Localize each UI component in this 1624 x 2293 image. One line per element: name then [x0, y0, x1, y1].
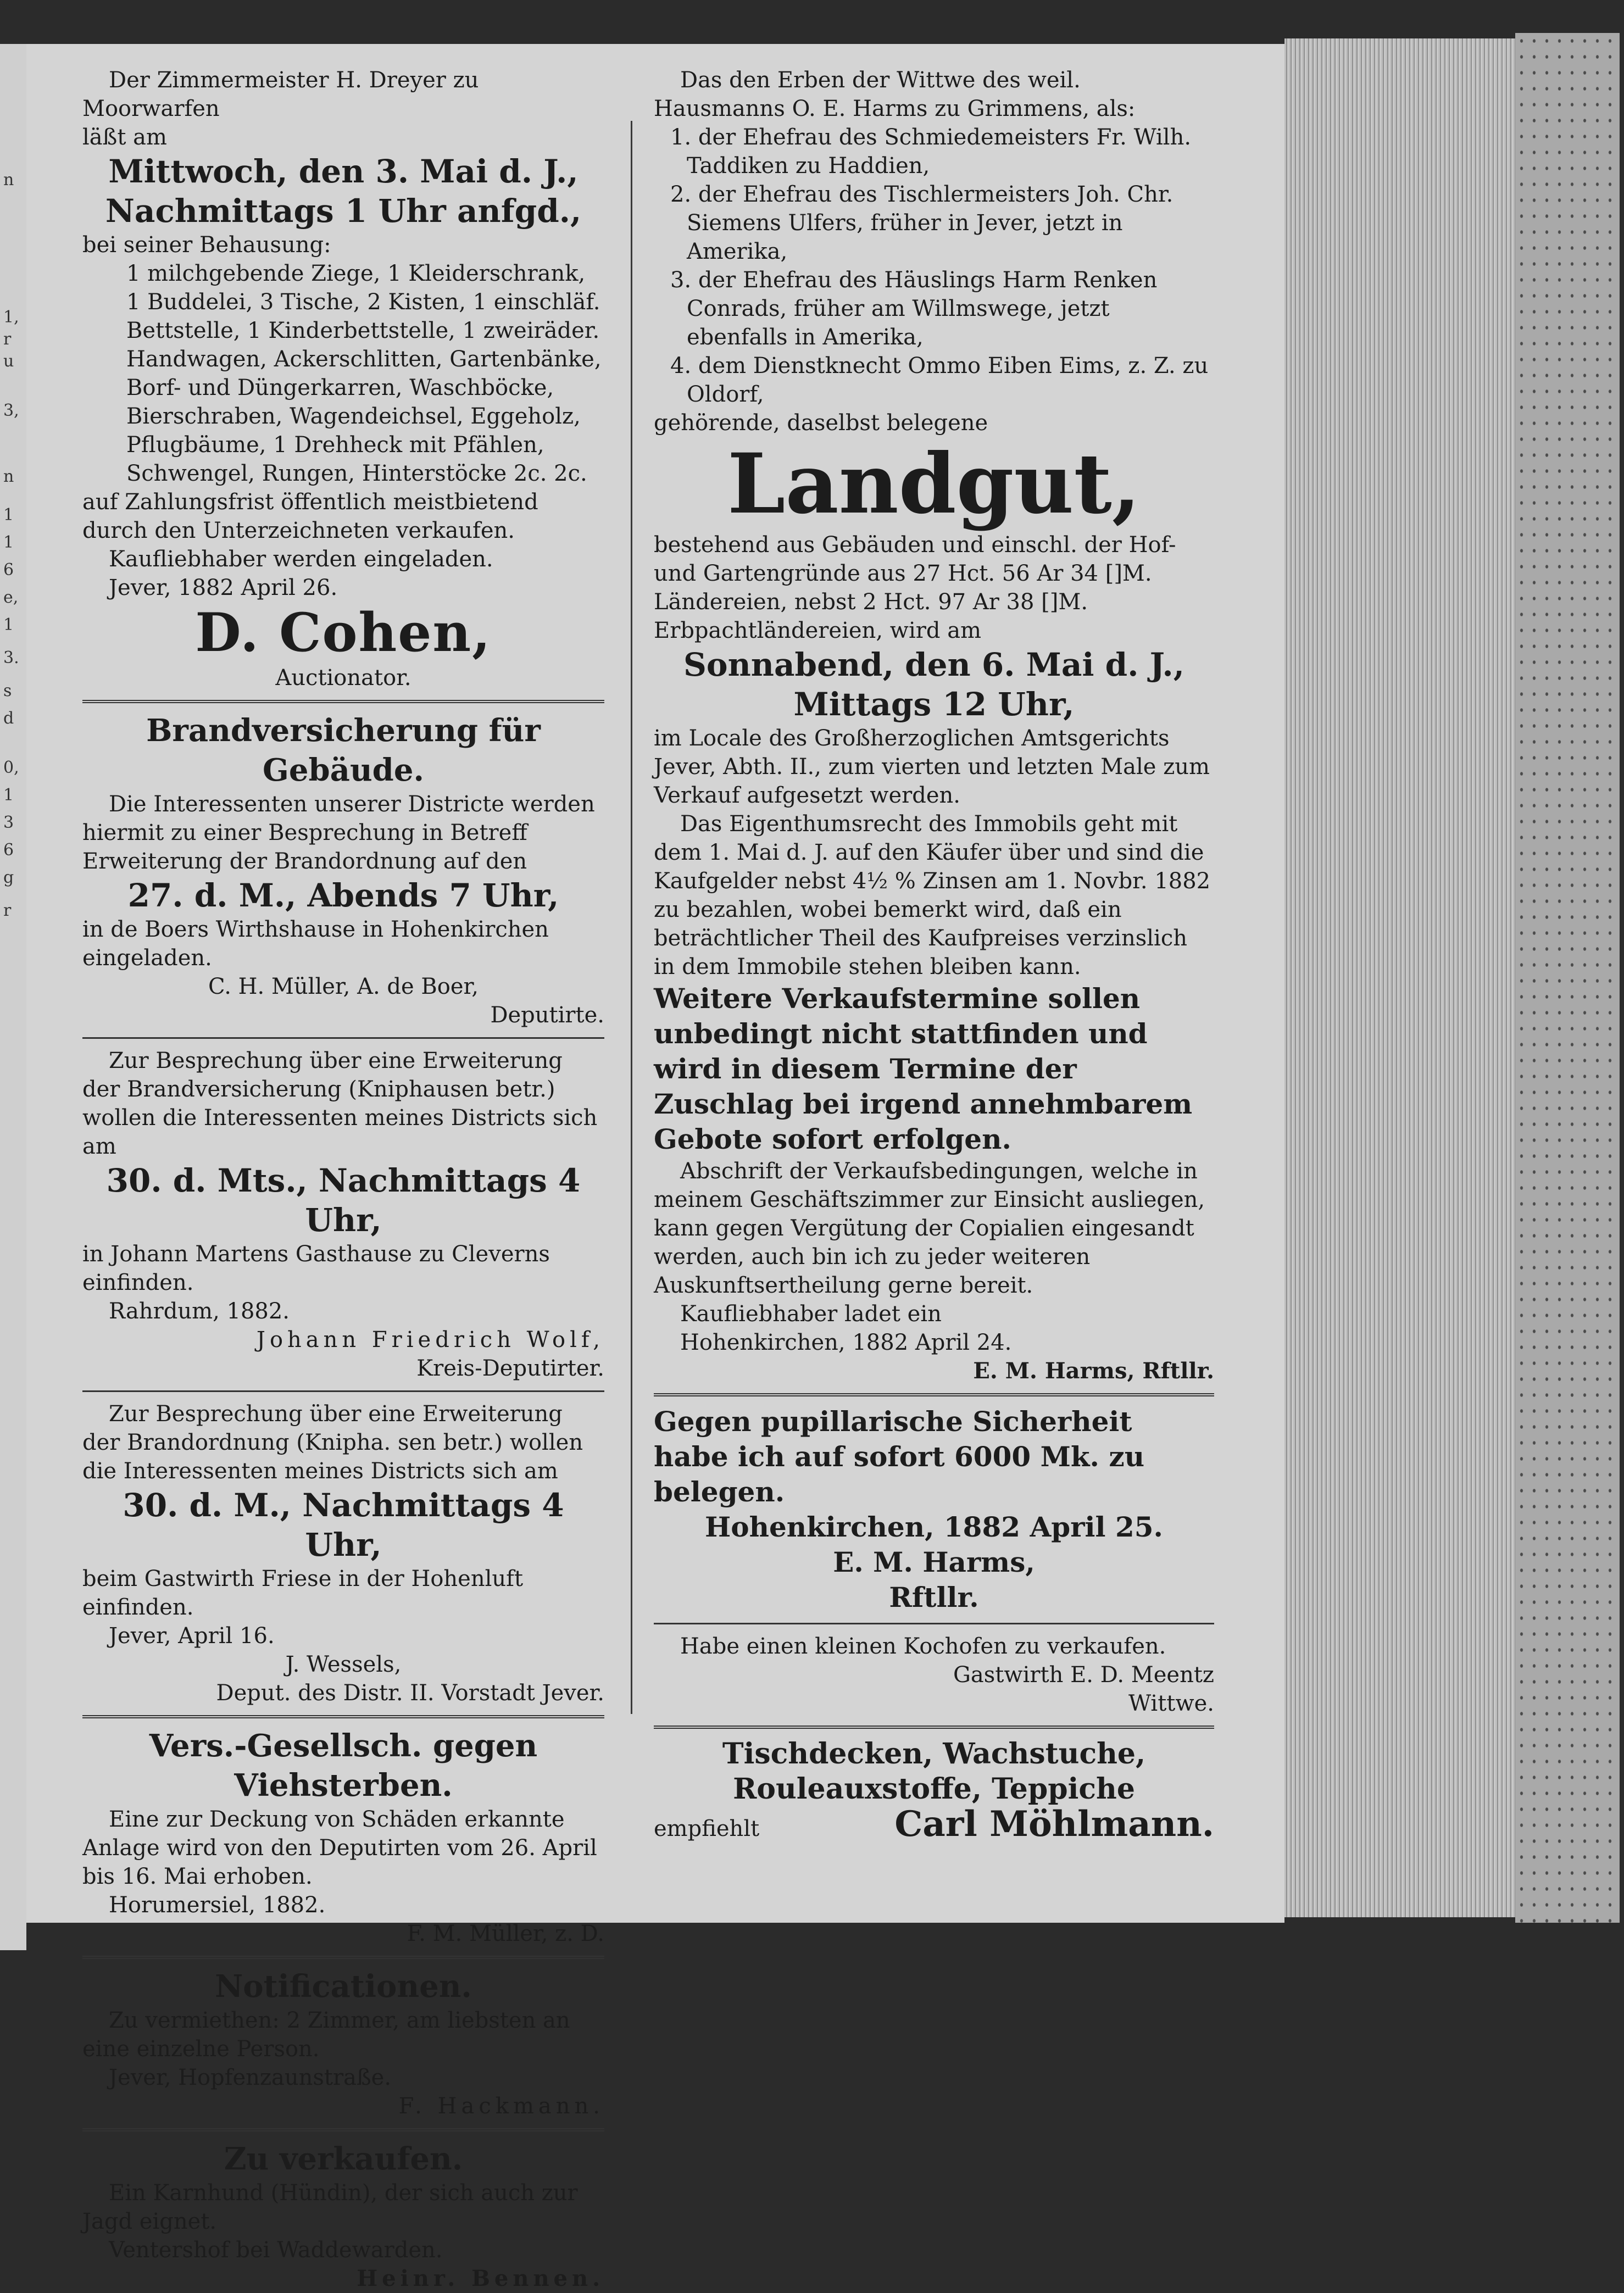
- heir-item: 2. der Ehefrau des Tischlermeisters Joh. Chr. Siemens Ulfers, früher in Jever, jetzt in Amerika,: [670, 182, 1173, 264]
- ad-notice: Weitere Verkaufstermine sollen unbedingt nicht stattfinden und wird in diesem Termine der Zuschlag bei irgend annehmbarem Gebote sofort erfolgen.: [654, 982, 1193, 1155]
- margin-fragment: 6: [3, 560, 14, 580]
- margin-fragment: r: [3, 901, 12, 920]
- ad-auction-dreyer: [82, 66, 604, 692]
- ad-besprechung-wessels: [82, 1400, 604, 1707]
- book-cover-edge: [1515, 33, 1620, 1923]
- ad-text: Die Interessenten unserer Districte werden hiermit zu einer Besprechung in Betreff Erweiterung der Brandordnung auf den: [82, 792, 595, 874]
- place-date: Hohenkirchen, 1882 April 24.: [680, 1330, 1012, 1355]
- margin-fragment: u: [3, 352, 14, 371]
- margin-fragment: 6: [3, 841, 14, 860]
- ad-title: Brandversicherung für Gebäude.: [146, 713, 541, 788]
- signer-name: Carl Möhlmann.: [894, 1804, 1214, 1845]
- ad-title: Notificationen.: [215, 1968, 472, 2005]
- margin-fragment: 1: [3, 533, 14, 552]
- ad-text: Kaufliebhaber werden eingeladen.: [109, 547, 493, 572]
- place-date: Horumersiel, 1882.: [109, 1893, 326, 1918]
- ad-title: Vers.-Gesellsch. gegen Viehsterben.: [149, 1728, 538, 1804]
- separator: [654, 1623, 1214, 1624]
- meeting-place: beim Gastwirth Friese in der Hohenluft einfinden.: [82, 1566, 524, 1620]
- ad-text: auf Zahlungsfrist öffentlich meistbietend durch den Unterzeichneten verkaufen.: [82, 489, 538, 543]
- ad-text: Abschrift der Verkaufsbedingungen, welche in meinem Geschäftszimmer zur Einsicht ausliegen, kann gegen Vergütung der Copialien eingesandt werden, auch bin ich zu jeder weiteren Auskunftsertheilung gerne bereit.: [654, 1159, 1205, 1298]
- signer-name: E. M. Harms,: [833, 1546, 1035, 1578]
- margin-fragment: n: [3, 467, 14, 486]
- ad-text: Eine zur Deckung von Schäden erkannte Anlage wird von den Deputirten vom 26. April bis 16. Mai erhoben.: [82, 1807, 597, 1889]
- ad-text: gehörende, daselbst belegene: [654, 410, 988, 436]
- ad-text: Habe einen kleinen Kochofen zu verkaufen.: [680, 1634, 1166, 1659]
- ad-besprechung-wolf: [82, 1047, 604, 1383]
- ad-text: Das den Erben der Wittwe des weil. Hausmanns O. E. Harms zu Grimmens, als:: [654, 68, 1136, 121]
- signer-role: Wittwe.: [1128, 1691, 1214, 1716]
- previous-page-edge: [0, 44, 26, 1950]
- ad-prefix: empfiehlt: [654, 1816, 760, 1841]
- auction-time: Nachmittags 1 Uhr anfgd.,: [105, 192, 582, 230]
- heir-item: 1. der Ehefrau des Schmiedemeisters Fr. Wilh. Taddiken zu Haddien,: [670, 125, 1192, 179]
- place-date: Jever, April 16.: [109, 1623, 275, 1649]
- signer-role: Kreis-Deputirter.: [416, 1356, 604, 1381]
- signer-name: D. Cohen,: [195, 602, 492, 664]
- margin-fragment: 1,: [3, 308, 19, 327]
- meeting-date: 30. d. Mts., Nachmittags 4 Uhr,: [106, 1162, 581, 1239]
- meeting-date: 30. d. M., Nachmittags 4 Uhr,: [123, 1487, 564, 1563]
- place-date: Rahrdum, 1882.: [109, 1299, 290, 1324]
- margin-fragment: s: [3, 681, 12, 700]
- signer-role: Rftllr.: [889, 1581, 979, 1613]
- signer-role: Deput. des Distr. II. Vorstadt Jever.: [216, 1680, 604, 1706]
- ad-sicherheit: [654, 1404, 1214, 1615]
- ad-zu-verkaufen: [82, 2139, 604, 2293]
- heir-item: 3. der Ehefrau des Häuslings Harm Renken Conrads, früher am Willmswege, jetzt ebenfalls in Amerika,: [670, 268, 1158, 350]
- ad-headline: Landgut,: [727, 436, 1141, 532]
- ad-title: Zu verkaufen.: [224, 2141, 463, 2177]
- ad-text: läßt am: [82, 125, 167, 150]
- margin-fragment: 0,: [3, 758, 19, 777]
- margin-fragment: 1: [3, 505, 14, 525]
- signer-name: J. Wessels,: [285, 1652, 402, 1677]
- ad-text: bestehend aus Gebäuden und einschl. der Hof- und Gartengründe aus 27 Hct. 56 Ar 34 []M. Ländereien, nebst 2 Hct. 97 Ar 38 []M. Erbpachtländereien, wird am: [654, 532, 1176, 643]
- signer-name: E. M. Harms, Rftllr.: [973, 1358, 1214, 1384]
- ad-text: Der Zimmermeister H. Dreyer zu Moorwarfen: [82, 68, 479, 121]
- book-page-stack: [1284, 38, 1515, 1917]
- ad-text: Ein Karnhund (Hündin), der sich auch zur Jagd eignet.: [82, 2180, 578, 2234]
- separator: [82, 1956, 604, 1959]
- signer-name: Johann Friedrich Wolf,: [256, 1327, 604, 1353]
- separator: [82, 2128, 604, 2131]
- margin-fragment: e,: [3, 588, 19, 607]
- separator: [82, 1390, 604, 1392]
- ad-text: Rouleauxstoffe, Teppiche: [733, 1772, 1135, 1806]
- ad-text: Kaufliebhaber ladet ein: [680, 1301, 942, 1327]
- ad-text: Tischdecken, Wachstuche,: [722, 1737, 1146, 1771]
- ad-text: Das Eigenthumsrecht des Immobils geht mit dem 1. Mai d. J. auf den Käufer über und sind die Kaufgelder nebst 4½ % Zinsen am 1. Novbr. 1882 zu bezahlen, wobei bemerkt wird, daß ein beträchtlicher Theil des Kaufpreises verzinslich in dem Immobile stehen bleiben kann.: [654, 811, 1211, 979]
- margin-fragment: d: [3, 709, 14, 728]
- ad-text: Zu vermiethen: 2 Zimmer, am liebsten an eine einzelne Person.: [82, 2008, 570, 2062]
- place-date: Ventershof bei Waddewarden.: [109, 2238, 443, 2263]
- place-date: Jever, Hopfenzaunstraße.: [109, 2065, 392, 2090]
- ad-landgut: [654, 66, 1214, 1385]
- separator: [82, 1715, 604, 1718]
- signer-role: Auctionator.: [275, 665, 411, 691]
- margin-fragment: 3: [3, 813, 14, 832]
- ad-brandversicherung: [82, 711, 604, 1029]
- margin-fragment: 1: [3, 615, 14, 635]
- place-date: Jever, 1882 April 26.: [109, 575, 338, 600]
- signer-name: Heinr. Bennen.: [357, 2266, 604, 2291]
- signer-name: F. M. Müller, z. D.: [407, 1921, 604, 1946]
- separator: [82, 700, 604, 703]
- item-list: 1 milchgebende Ziege, 1 Kleiderschrank, 1 Buddelei, 3 Tische, 2 Kisten, 1 einschläf. Bettstelle, 1 Kinderbettstelle, 1 zweiräder. Handwagen, Ackerschlitten, Gartenbänke, Borf- und Düngerkarren, Waschböcke, Bierschraben, Wagendeichsel, Eggeholz, Pflugbäume, 1 Drehheck mit Pfählen, Schwengel, Rungen, Hinterstöcke 2c. 2c.: [126, 261, 602, 486]
- sale-time: Mittags 12 Uhr,: [793, 686, 1075, 723]
- ad-text: Zur Besprechung über eine Erweiterung der Brandversicherung (Kniphausen betr.) wollen die Interessenten meines Districts sich am: [82, 1048, 598, 1159]
- separator: [82, 1037, 604, 1039]
- auction-date: Mittwoch, den 3. Mai d. J.,: [108, 153, 579, 190]
- margin-fragment: 3.: [3, 648, 19, 667]
- meeting-place: in de Boers Wirthshause in Hohenkirchen eingeladen.: [82, 917, 549, 971]
- signer-name: C. H. Müller, A. de Boer,: [208, 974, 479, 999]
- ad-notificationen: [82, 1967, 604, 2121]
- heir-item: 4. dem Dienstknecht Ommo Eiben Eims, z. Z. zu Oldorf,: [670, 353, 1209, 407]
- ad-text: bei seiner Behausung:: [82, 232, 331, 258]
- separator: [654, 1393, 1214, 1396]
- margin-fragment: 3,: [3, 401, 19, 420]
- margin-fragment: r: [3, 330, 12, 349]
- ad-text: Gegen pupillarische Sicherheit habe ich auf sofort 6000 Mk. zu belegen.: [654, 1405, 1145, 1508]
- margin-fragment: g: [3, 868, 14, 887]
- margin-fragment: n: [3, 170, 14, 190]
- right-column: [654, 66, 1214, 1843]
- separator: [654, 1726, 1214, 1729]
- sale-date: Sonnabend, den 6. Mai d. J.,: [683, 646, 1184, 683]
- ad-text: im Locale des Großherzoglichen Amtsgerichts Jever, Abth. II., zum vierten und letzten Male zum Verkauf aufgesetzt werden.: [654, 726, 1210, 808]
- place-date: Hohenkirchen, 1882 April 25.: [705, 1511, 1163, 1543]
- ad-moehlmann: [654, 1737, 1214, 1843]
- meeting-date: 27. d. M., Abends 7 Uhr,: [127, 877, 559, 914]
- signer-role: Deputirte.: [490, 1003, 604, 1028]
- meeting-place: in Johann Martens Gasthause zu Cleverns einfinden.: [82, 1242, 550, 1295]
- ad-kochofen: [654, 1632, 1214, 1718]
- left-column: [82, 66, 604, 2293]
- column-divider: [631, 121, 632, 1714]
- ad-viehsterben: [82, 1726, 604, 1948]
- ad-text: Zur Besprechung über eine Erweiterung der Brandordnung (Knipha. sen betr.) wollen die Interessenten meines Districts sich am: [82, 1401, 583, 1484]
- margin-fragment: 1: [3, 786, 14, 805]
- signer-name: F. Hackmann.: [398, 2094, 604, 2119]
- signer-name: Gastwirth E. D. Meentz: [953, 1662, 1214, 1688]
- signature-row: [654, 1804, 1214, 1845]
